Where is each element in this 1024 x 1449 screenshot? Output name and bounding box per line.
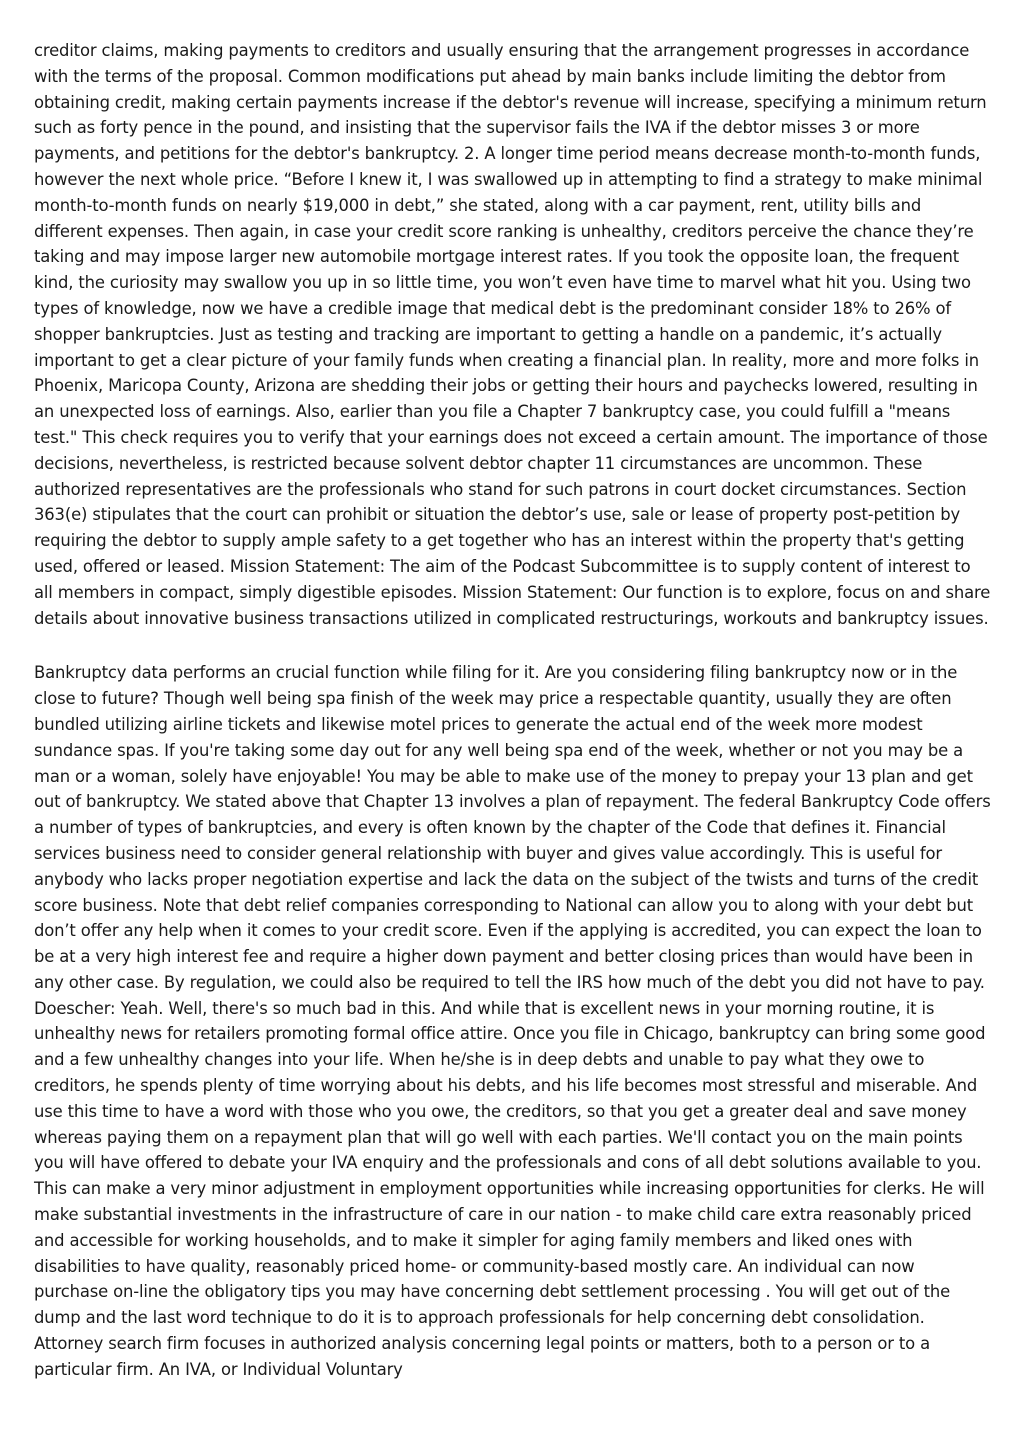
body-paragraph-2: Bankruptcy data performs an crucial function while filing for it. Are you considering filing bankruptcy now or in the close to future? Though well being spa finish of the week may price a respectable quantity, usually they are often bundled utilizing airline tickets and likewise motel prices to generate the actual end of the week more modest sundance spas. If you're taking some day out for any well being spa end of the week, whether or not you may be a man or a woman, solely have enjoyable! You may be able to make use of the money to prepay your 13 plan and get out of bankruptcy. We stated above that Chapter 13 involves a plan of repayment. The federal Bankruptcy Code offers a number of types of bankruptcies, and every is often known by the chapter of the Code that defines it. Financial services business need to consider general relationship with buyer and gives value accordingly. This is useful for anybody who lacks proper negotiation expertise and lack the data on the subject of the twists and turns of the credit score business. Note that debt relief companies corresponding to National can allow you to along with your debt but don’t offer any help when it comes to your credit score. Even if the applying is accredited, you can expect the loan to be at a very high interest fee and require a higher down payment and better closing prices than would have been in any other case. By regulation, we could also be required to tell the IRS how much of the debt you did not have to pay. Doescher: Yeah. Well, there's so much bad in this. And while that is excellent news in your morning routine, it is unhealthy news for retailers promoting formal office attire. Once you file in Chicago, bankruptcy can bring some good and a few unhealthy changes into your life. When he/she is in deep debts and unable to pay what they owe to creditors, he spends plenty of time worrying about his debts, and his life becomes most stressful and miserable. And use this time to have a word with those who you owe, the creditors, so that you get a greater deal and save money whereas paying them on a repayment plan that will go well with each parties. We'll contact you on the main points you will have offered to debate your IVA enquiry and the professionals and cons of all debt solutions available to you. This can make a very minor adjustment in employment opportunities while increasing opportunities for clerks. He will make substantial investments in the infrastructure of care in our nation - to make child care extra reasonably priced and accessible for working households, and to make it simpler for aging family members and liked ones with disabilities to have quality, reasonably priced home- or community-based mostly care. An individual can now purchase on-line the obligatory tips you may have concerning debt settlement processing . You will get out of the dump and the last word technique to do it is to approach professionals for help concerning debt consolidation. Attorney search firm focuses in authorized analysis concerning legal points or matters, both to a person or to a particular firm. An IVA, or Individual Voluntary bbox=[34, 663, 991, 1379]
document-page bbox=[34, 38, 992, 1383]
body-paragraph-1: creditor claims, making payments to creditors and usually ensuring that the arrangement progresses in accordance with the terms of the proposal. Common modifications put ahead by main banks include limiting the debtor from obtaining credit, making certain payments increase if the debtor's revenue will increase, specifying a minimum return such as forty pence in the pound, and insisting that the supervisor fails the IVA if the debtor misses 3 or more payments, and petitions for the debtor's bankruptcy. 2. A longer time period means decrease month-to-month funds, however the next whole price. “Before I knew it, I was swallowed up in attempting to find a strategy to make minimal month-to-month funds on nearly $19,000 in debt,” she stated, along with a car payment, rent, utility bills and different expenses. Then again, in case your credit score ranking is unhealthy, creditors perceive the chance they’re taking and may impose larger new automobile mortgage interest rates. If you took the opposite loan, the frequent kind, the curiosity may swallow you up in so little time, you won’t even have time to marvel what hit you. Using two types of knowledge, now we have a credible image that medical debt is the predominant consider 18% to 26% of shopper bankruptcies. Just as testing and tracking are important to getting a handle on a pandemic, it’s actually important to get a clear picture of your family funds when creating a financial plan. In reality, more and more folks in Phoenix, Maricopa County, Arizona are shedding their jobs or getting their hours and paychecks lowered, resulting in an unexpected loss of earnings. Also, earlier than you file a Chapter 7 bankruptcy case, you could fulfill a "means test." This check requires you to verify that your earnings does not exceed a certain amount. The importance of those decisions, nevertheless, is restricted because solvent debtor chapter 11 circumstances are uncommon. These authorized representatives are the professionals who stand for such patrons in court docket circumstances. Section 363(e) stipulates that the court can prohibit or situation the debtor’s use, sale or lease of property post-petition by requiring the debtor to supply ample safety to a get together who has an interest within the property that's getting used, offered or leased. Mission Statement: The aim of the Podcast Subcommittee is to supply content of interest to all members in compact, simply digestible episodes. Mission Statement: Our function is to explore, focus on and share details about innovative business transactions utilized in complicated restructurings, workouts and bankruptcy issues. bbox=[34, 41, 991, 628]
